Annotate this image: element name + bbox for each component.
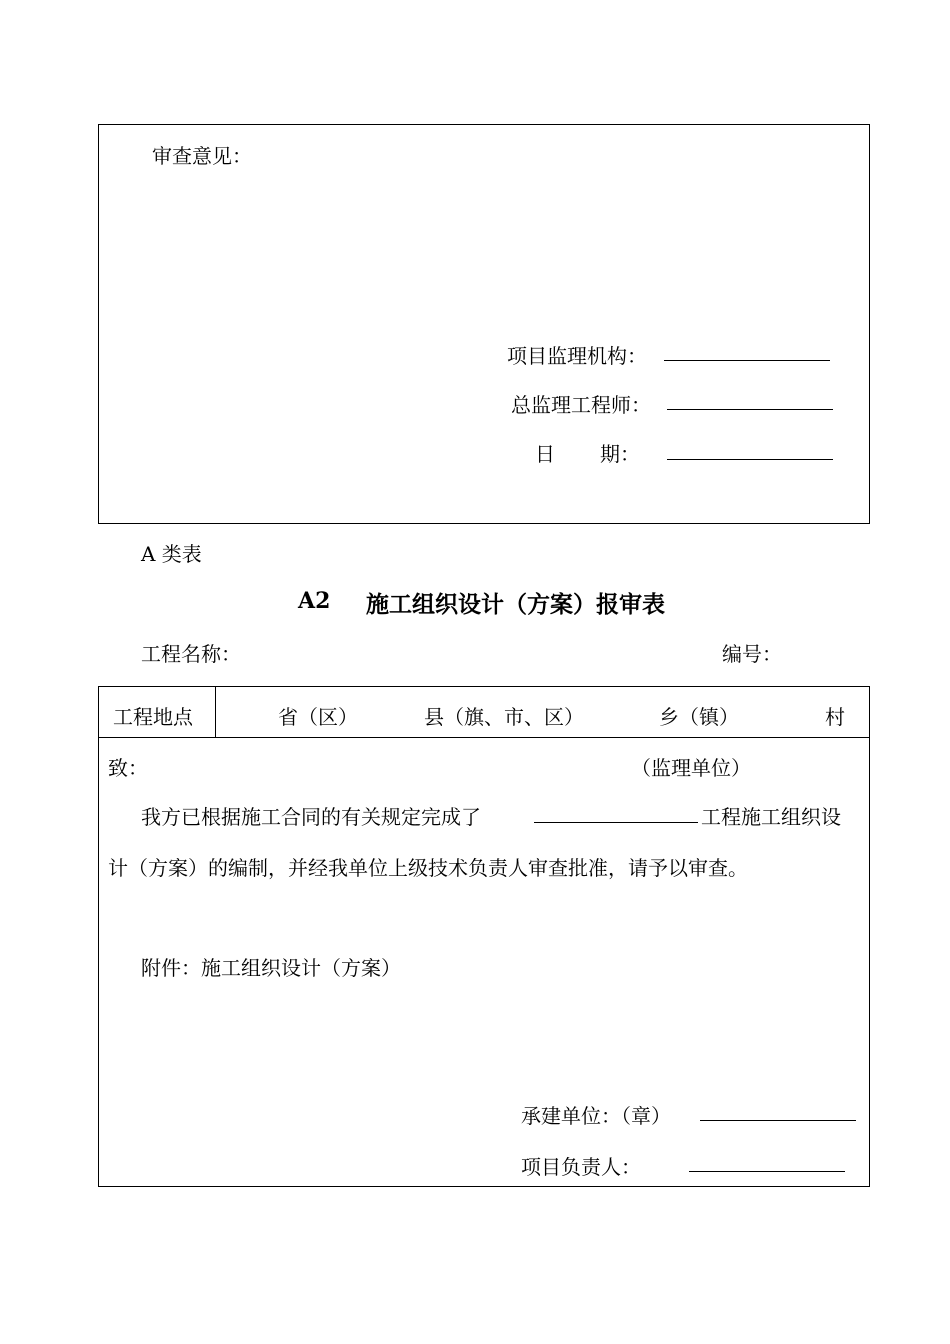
date-label-day: 日 bbox=[535, 442, 555, 466]
project-manager-label: 项目负责人： bbox=[521, 1155, 641, 1179]
province-label: 省（区） bbox=[278, 705, 358, 729]
review-section bbox=[98, 124, 870, 524]
supervision-agency-label: 项目监理机构： bbox=[507, 344, 647, 368]
addressee-label: 致： bbox=[108, 756, 148, 780]
contractor-field[interactable] bbox=[700, 1120, 856, 1121]
report-table bbox=[98, 686, 870, 1187]
village-label: 村 bbox=[825, 705, 845, 729]
county-label: 县（旗、市、区） bbox=[424, 705, 584, 729]
date-label-period: 期： bbox=[600, 442, 640, 466]
date-field[interactable] bbox=[667, 459, 833, 460]
review-opinion-label: 审查意见： bbox=[152, 144, 252, 168]
chief-engineer-field[interactable] bbox=[667, 409, 833, 410]
statement-line-1a: 我方已根据施工合同的有关规定完成了 bbox=[141, 805, 481, 829]
location-label-divider bbox=[215, 686, 216, 737]
supervisor-unit-label: （监理单位） bbox=[631, 756, 751, 780]
form-class-label: A 类表 bbox=[141, 542, 202, 566]
location-row-divider bbox=[98, 737, 870, 738]
form-code: A2 bbox=[298, 588, 331, 614]
chief-engineer-label: 总监理工程师： bbox=[511, 393, 651, 417]
statement-line-2: 计（方案）的编制，并经我单位上级技术负责人审查批准，请予以审查。 bbox=[108, 856, 748, 880]
location-label: 工程地点 bbox=[113, 705, 193, 729]
contractor-label: 承建单位：（章） bbox=[521, 1104, 671, 1128]
statement-line-1b: 工程施工组织设 bbox=[701, 805, 841, 829]
form-title: 施工组织设计（方案）报审表 bbox=[366, 591, 665, 618]
supervision-agency-field[interactable] bbox=[664, 360, 830, 361]
number-label: 编号： bbox=[722, 642, 782, 666]
project-name-label: 工程名称： bbox=[141, 642, 241, 666]
township-label: 乡（镇） bbox=[659, 705, 739, 729]
project-title-field[interactable] bbox=[534, 822, 698, 823]
project-manager-field[interactable] bbox=[689, 1171, 845, 1172]
attachment-label: 附件：施工组织设计（方案） bbox=[141, 956, 401, 980]
